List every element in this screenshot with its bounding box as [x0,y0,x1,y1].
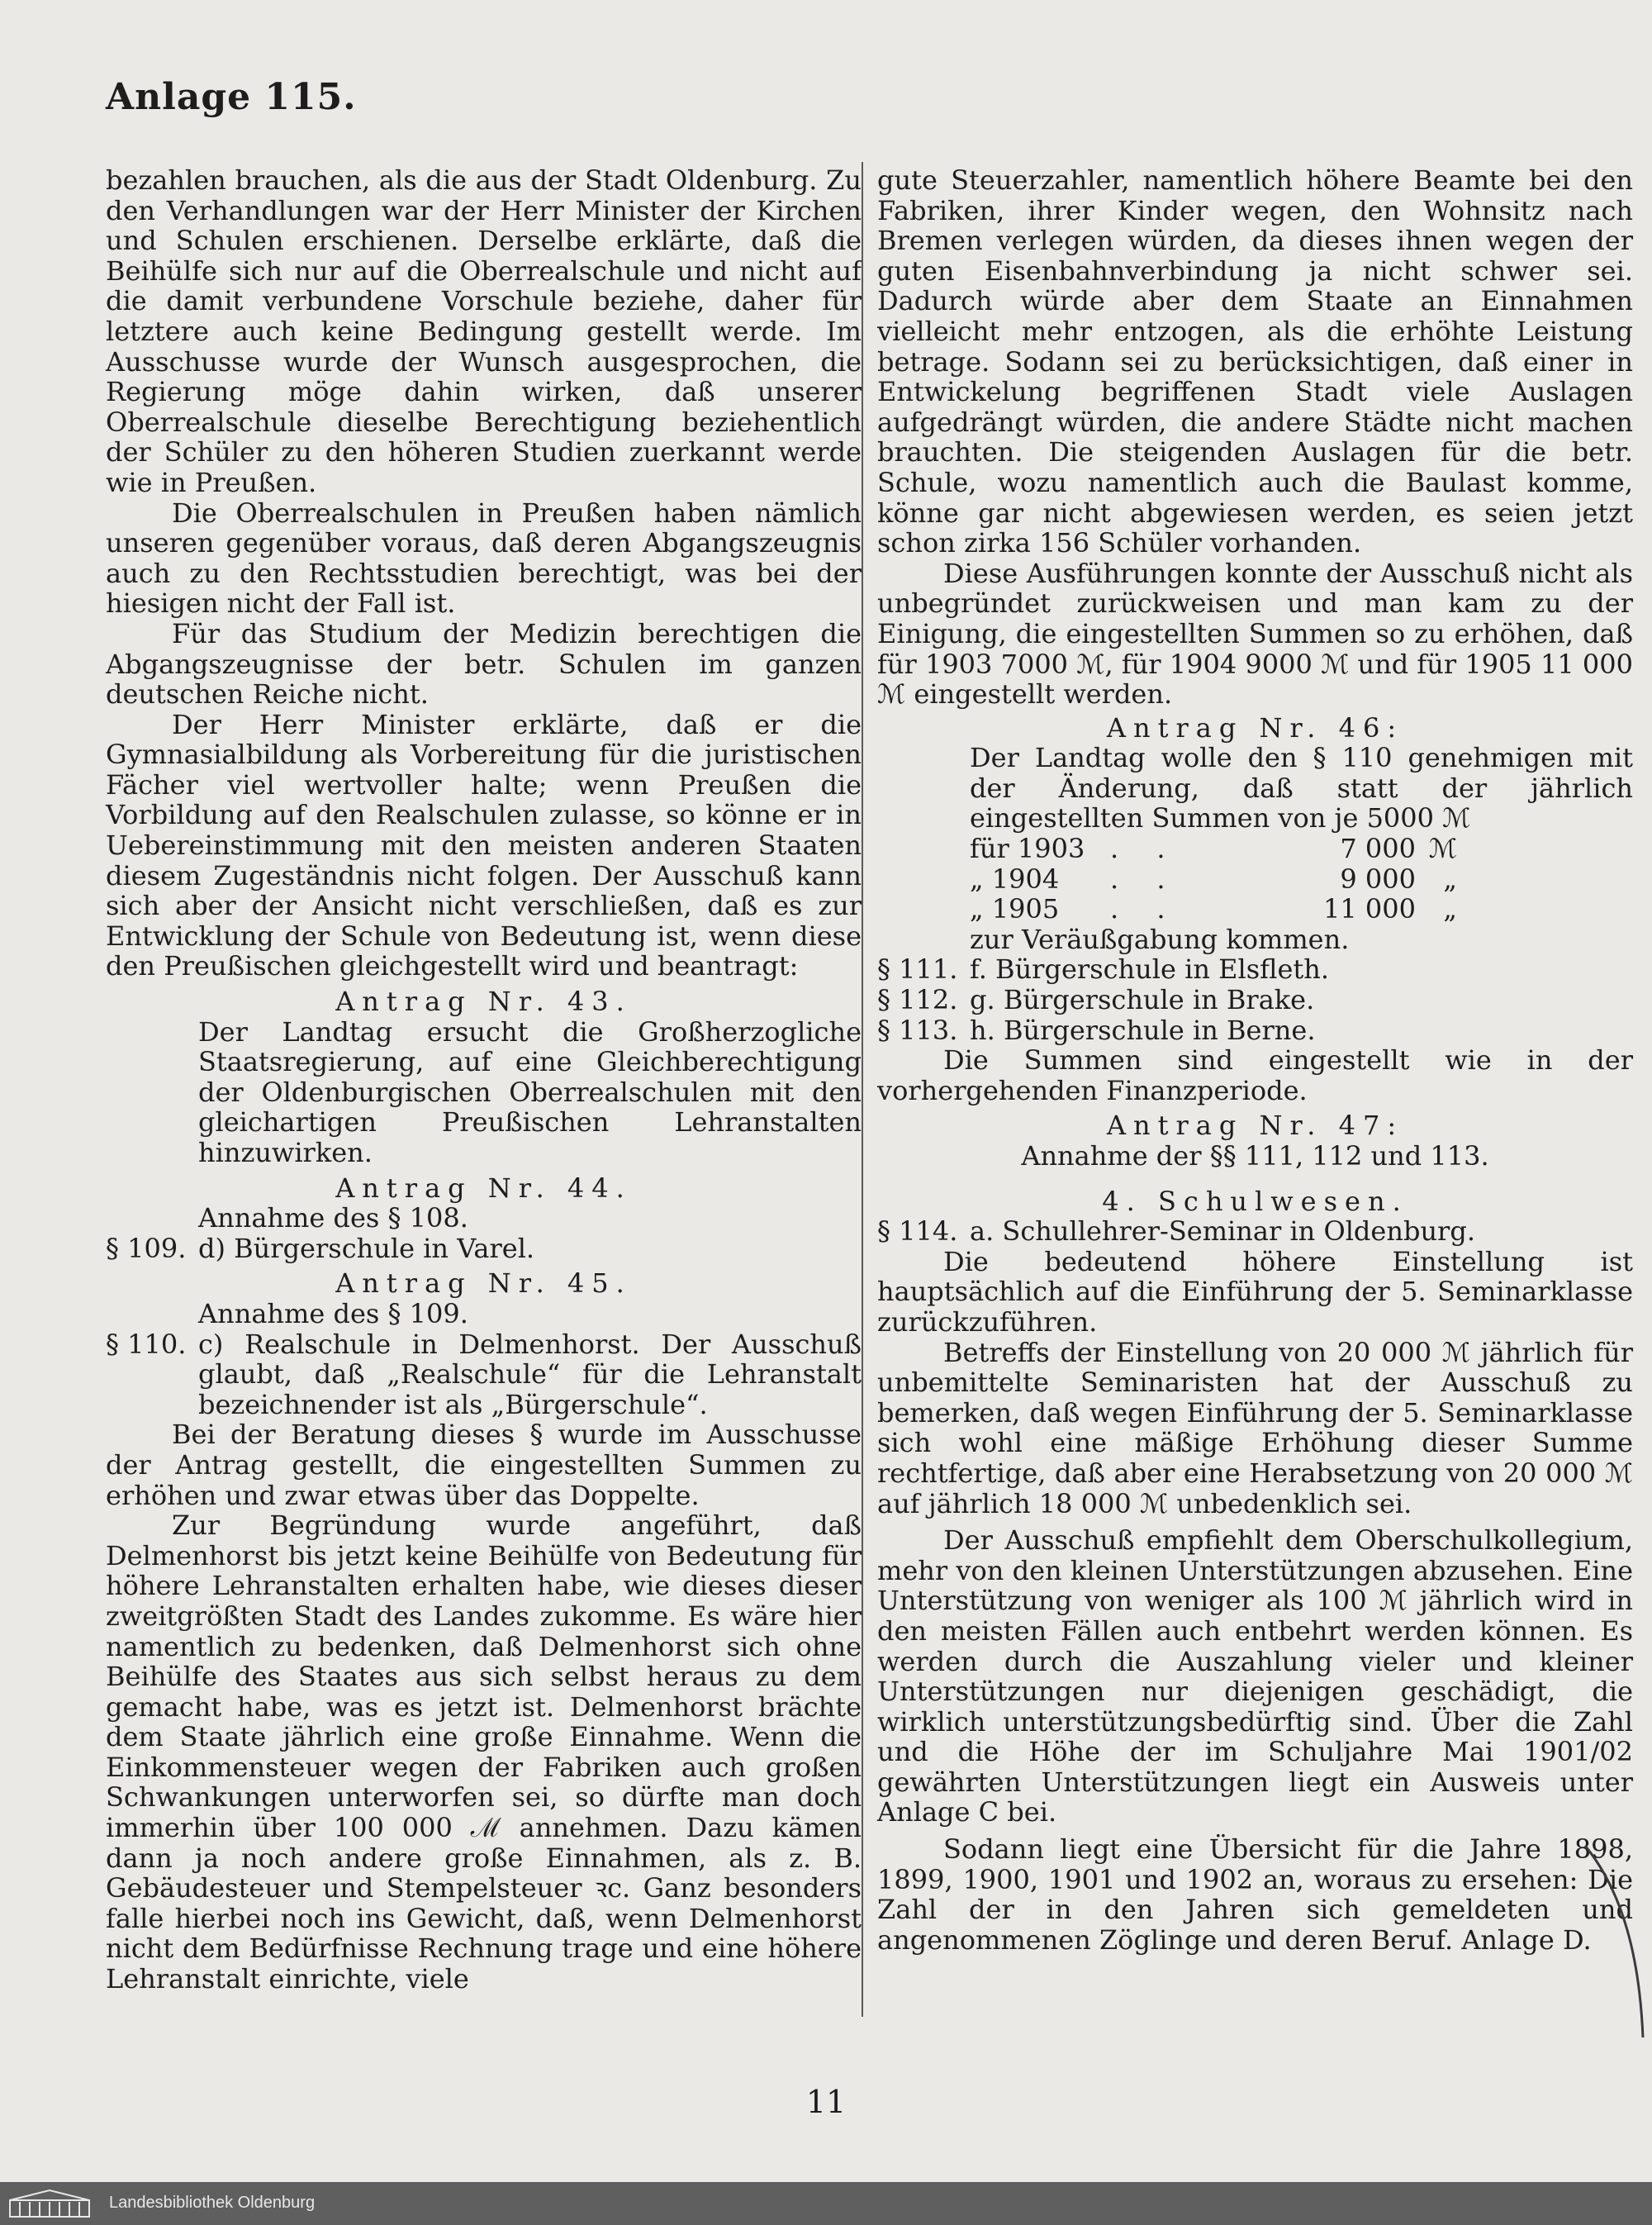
left-column [106,165,862,1994]
section-title: f. Bürgerschule in Elsfleth. [970,953,1330,986]
paragraph: Diese Ausführungen konnte der Ausschuß nicht als unbegründet zurückweisen und man kam zu der Einigung, die eingestellten Summen so zu erhöhen, daß für 1903 7000 ℳ, für 1904 9000 ℳ und für 1905 11 000 ℳ eingestellt werden. [877,557,1633,711]
paragraph: Die bedeutend höhere Einstellung ist hauptsächlich auf die Einführung der 5. Seminarklasse zurückzuführen. [877,1245,1633,1338]
section-row [106,1329,862,1420]
paragraph: Der Herr Minister erklärte, daß er die Gymnasialbildung als Vorbereitung für die juristischen Fächer viel wertvoller halte; wenn Preußen die Vorbildung auf den Realschulen zulasse, so könne er in Uebereinstimmung mit den meisten anderen Staaten diesem Zugeständnis nicht folgen. Der Ausschuß kann sich aber der Ansicht nicht verschließen, daß es zur Entwicklung der Schule von Bedeutung ist, wenn diese den Preußischen gleichgestellt wird und beantragt: [106,708,862,982]
paragraph: Die Summen sind eingestellt wie in der vorhergehenden Finanzperiode. [877,1044,1633,1106]
page-number: 11 [805,2084,847,2120]
paragraph: Für das Studium der Medizin berechtigen die Abgangszeugnisse der betr. Schulen im ganzen deutschen Reiche nicht. [106,617,862,711]
section-row [877,954,1633,985]
amount-unit: „ [1443,863,1457,895]
section-title: h. Bürgerschule in Berne. [970,1014,1316,1046]
section-number: § 109. [106,1232,187,1264]
antrag-heading: Antrag Nr. 46: [1106,711,1404,744]
library-name: Landesbibliothek Oldenburg [109,2194,316,2212]
section-row [877,1216,1633,1247]
section-title: g. Bürgerschule in Brake. [970,984,1315,1016]
amount-value: 7 000 [1340,833,1416,865]
antrag-text: Annahme des § 108. [198,1202,468,1234]
section-row [877,985,1633,1015]
section-heading: 4. Schulwesen. [1102,1185,1408,1217]
amount-year: „ 1904 [970,863,1060,895]
amount-dots: . . [1110,833,1180,865]
amount-year: für 1903 [970,833,1085,865]
amount-unit: „ [1443,893,1457,925]
paragraph: gute Steuerzahler, namentlich höhere Beamte bei den Fabriken, ihrer Kinder wegen, den Wohnsitz nach Bremen verlegen würden, da dieses ihnen wegen der guten Eisenbahnverbindung ja nicht schwer sei. Dadurch würde aber dem Staate an Einnahmen vielleicht mehr entzogen, als die erhöhte Leistung betrage. Sodann sei zu berücksichtigen, daß einer in Entwickelung begriffenen Stadt viele Auslagen aufgedrängt würden, die andere Städte nicht machen brauchten. Die steigenden Auslagen für die betr. Schule, wozu namentlich auch die Baulast komme, könne gar nicht abgewiesen werden, es seien jetzt schon zirka 156 Schüler vorhanden. [877,164,1633,559]
section-row [877,1015,1633,1046]
amount-row [970,864,1633,895]
amount-unit: ℳ [1428,833,1457,865]
antrag-text: Der Landtag ersucht die Großherzogliche Staatsregierung, auf eine Gleichberechtigung der Oldenburgischen Oberrealschulen mit den gleichartigen Preußischen Lehranstalten hinzuwirken. [198,1015,862,1168]
section-number: § 110. [106,1328,187,1360]
antrag-text: Annahme der §§ 111, 112 und 113. [1021,1140,1489,1172]
right-column [877,165,1633,1955]
section-title: a. Schullehrer-Seminar in Oldenburg. [970,1215,1475,1248]
page-title: Anlage 115. [106,76,357,118]
paragraph: Der Ausschuß empfiehlt dem Oberschulkollegium, mehr von den kleinen Unterstützungen abzusehen. Eine Unterstützung von weniger als 100 ℳ jährlich wird in den meisten Fällen auch entbehrt werden können. Es werden durch die Auszahlung vieler und kleiner Unterstützungen nur diejenigen geschädigt, die wirklich unterstützungsbedürftig sind. Über die Zahl und die Höhe der im Schuljahre Mai 1901/02 gewährten Unterstützungen liegt ein Ausweis unter Anlage C bei. [877,1524,1633,1828]
section-row [106,1234,862,1264]
amount-year: „ 1905 [970,893,1060,925]
library-footer [0,2182,1652,2225]
amount-table [970,834,1633,925]
library-building-icon [8,2189,91,2218]
paragraph: Die Oberrealschulen in Preußen haben nämlich unseren gegenüber voraus, daß deren Abgangszeugnis auch zu den Rechtsstudien berechtigt, was bei der hiesigen nicht der Fall ist. [106,497,862,620]
paragraph: Bei der Beratung dieses § wurde im Ausschusse der Antrag gestellt, die eingestellten Summen zu erhöhen und zwar etwas über das Doppelte. [106,1419,862,1511]
amount-value: 9 000 [1340,863,1416,895]
section-title: d) Bürgerschule in Varel. [198,1232,535,1264]
section-number: § 112. [877,984,958,1016]
column-divider [862,162,863,2017]
section-number: § 111. [877,953,958,986]
amount-dots: . . [1110,893,1180,925]
scan-edge-mark [1582,1842,1648,2041]
amount-row [970,894,1633,925]
paragraph: Sodann liegt eine Übersicht für die Jahre 1898, 1899, 1900, 1901 und 1902 an, woraus zu ersehen: Die Zahl der in den Jahren sich gemeldeten und angenommenen Zöglinge und deren Beruf. Anlage D. [877,1833,1633,1956]
antrag-heading: Antrag Nr. 43. [335,986,632,1018]
antrag-text: Der Landtag wolle den § 110 genehmigen mit der Änderung, daß statt der jährlich eingestellten Summen von je 5000 ℳ [970,742,1633,834]
paragraph: Zur Begründung wurde angeführt, daß Delmenhorst bis jetzt keine Beihülfe von Bedeutung für höhere Lehranstalten erhalten habe, wie dieses dieser zweitgrößten Stadt des Landes zukomme. Es wäre hier namentlich zu bedenken, daß Delmenhorst sich ohne Beihülfe des Staates aus sich selbst heraus zu dem gemacht habe, was es jetzt ist. Delmenhorst brächte dem Staate jährlich eine große Einnahme. Wenn die Einkommensteuer wegen der Fabriken auch großen Schwankungen unterworfen sei, so dürfte man doch immerhin über 100 000 ℳ annehmen. Dazu kämen dann ja noch andere große Einnahmen, als z. B. Gebäudesteuer und Stempelsteuer ꝛc. Ganz besonders falle hierbei noch ins Gewicht, daß, wenn Delmenhorst nicht dem Bedürfnisse Rechnung trage und eine höhere Lehranstalt einrichte, viele [106,1509,862,1995]
section-number: § 114. [877,1215,958,1248]
section-number: § 113. [877,1014,958,1046]
amount-value: 11 000 [1323,893,1416,925]
section-title: c) Realschule in Delmenhorst. Der Ausschuß glaubt, daß „Realschule“ für die Lehranstalt bezeichnender ist als „Bürgerschule“. [198,1328,862,1420]
antrag-heading: Antrag Nr. 47: [1106,1110,1404,1142]
paragraph: bezahlen brauchen, als die aus der Stadt Oldenburg. Zu den Verhandlungen war der Herr Minister der Kirchen und Schulen erschienen. Derselbe erklärte, daß die Beihülfe sich nur auf die Oberrealschule und nicht auf die damit verbundene Vorschule beziehe, daher für letztere auch keine Bedingung gestellt werde. Im Ausschusse wurde der Wunsch ausgesprochen, die Regierung möge dahin wirken, daß unserer Oberrealschule dieselbe Berechtigung beziehentlich der Schüler zu den höheren Studien zuerkannt werde wie in Preußen. [106,164,862,498]
paragraph: Betreffs der Einstellung von 20 000 ℳ jährlich für unbemittelte Seminaristen hat der Ausschuß zu bemerken, daß wegen Einführung der 5. Seminarklasse sich wohl eine mäßige Erhöhung dieser Summe rechtfertige, daß aber eine Herabsetzung von 20 000 ℳ auf jährlich 18 000 ℳ unbedenklich sei. [877,1336,1633,1519]
amount-row [970,834,1633,864]
amount-dots: . . [1110,863,1180,895]
antrag-heading: Antrag Nr. 44. [335,1172,632,1204]
antrag-text: zur Veräußgabung kommen. [970,923,1350,955]
antrag-heading: Antrag Nr. 45. [335,1267,632,1300]
antrag-text: Annahme des § 109. [198,1297,468,1329]
